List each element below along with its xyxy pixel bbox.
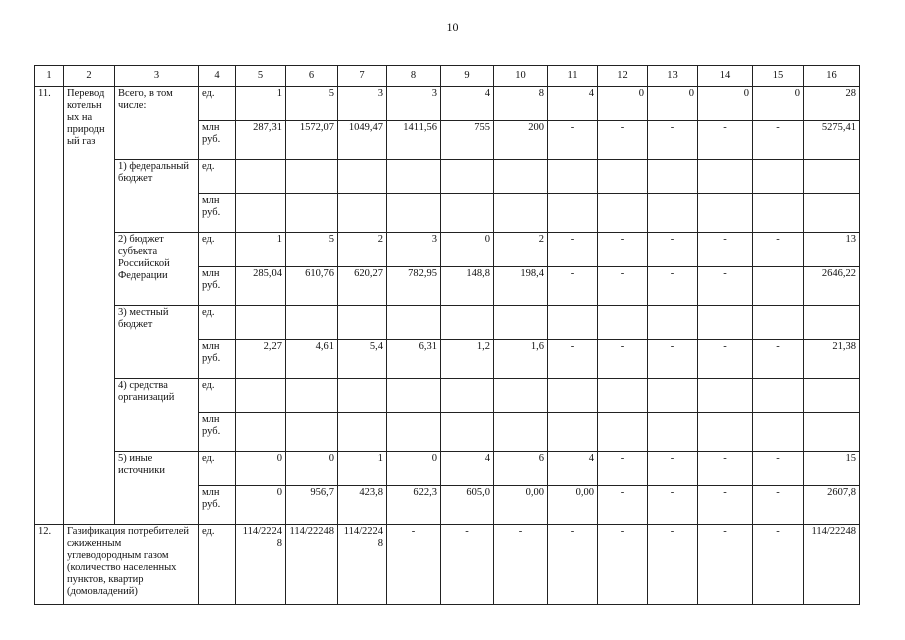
value-cell: - — [698, 267, 753, 306]
value-cell: - — [598, 525, 648, 605]
value-cell — [548, 160, 598, 194]
header-cell: 1 — [35, 66, 64, 87]
source-label: Всего, в том числе: — [115, 87, 199, 160]
value-cell: - — [441, 525, 494, 605]
value-cell: 285,04 — [236, 267, 286, 306]
value-cell — [648, 379, 698, 413]
row-number: 11. — [35, 87, 64, 525]
value-cell: 1411,56 — [387, 121, 441, 160]
value-cell: 6 — [494, 452, 548, 486]
table-row — [35, 87, 860, 121]
value-cell: 198,4 — [494, 267, 548, 306]
value-cell: - — [753, 452, 804, 486]
value-cell: 148,8 — [441, 267, 494, 306]
value-cell — [441, 379, 494, 413]
value-cell — [804, 306, 860, 340]
value-cell: 13 — [804, 233, 860, 267]
value-cell — [804, 160, 860, 194]
unit-cell: млн руб. — [199, 194, 236, 233]
value-cell — [598, 306, 648, 340]
value-cell — [286, 413, 338, 452]
unit-cell: ед. — [199, 233, 236, 267]
header-cell: 3 — [115, 66, 199, 87]
value-cell — [598, 379, 648, 413]
value-cell — [494, 160, 548, 194]
value-cell: 114/22248 — [804, 525, 860, 605]
value-cell: 1572,07 — [286, 121, 338, 160]
value-cell — [598, 194, 648, 233]
value-cell — [441, 306, 494, 340]
value-cell: - — [548, 233, 598, 267]
value-cell — [338, 194, 387, 233]
value-cell: 5275,41 — [804, 121, 860, 160]
value-cell — [753, 306, 804, 340]
value-cell — [494, 306, 548, 340]
value-cell — [753, 194, 804, 233]
value-cell: 114/22248 — [286, 525, 338, 605]
value-cell: 782,95 — [387, 267, 441, 306]
unit-cell: ед. — [199, 379, 236, 413]
value-cell: 0 — [598, 87, 648, 121]
value-cell — [648, 306, 698, 340]
header-cell: 11 — [548, 66, 598, 87]
value-cell: 4 — [548, 87, 598, 121]
value-cell: - — [698, 525, 753, 605]
value-cell: 755 — [441, 121, 494, 160]
value-cell — [286, 160, 338, 194]
unit-cell: млн руб. — [199, 413, 236, 452]
value-cell: 620,27 — [338, 267, 387, 306]
unit-cell: ед. — [199, 160, 236, 194]
value-cell: 28 — [804, 87, 860, 121]
value-cell — [441, 413, 494, 452]
value-cell: 4 — [441, 452, 494, 486]
value-cell: - — [548, 121, 598, 160]
value-cell — [698, 160, 753, 194]
table-row — [35, 160, 860, 194]
value-cell: 1 — [236, 233, 286, 267]
value-cell: - — [648, 233, 698, 267]
value-cell: - — [698, 121, 753, 160]
value-cell: 1,2 — [441, 340, 494, 379]
header-cell: 15 — [753, 66, 804, 87]
value-cell: - — [753, 486, 804, 525]
page-number: 10 — [446, 20, 459, 34]
header-cell: 2 — [64, 66, 115, 87]
value-cell: 1 — [338, 452, 387, 486]
value-cell — [648, 194, 698, 233]
source-label: 4) средства организаций — [115, 379, 199, 452]
table-row — [35, 525, 860, 605]
header-cell: 12 — [598, 66, 648, 87]
value-cell: 4 — [441, 87, 494, 121]
source-label: 5) иные источники — [115, 452, 199, 525]
value-cell: - — [753, 340, 804, 379]
value-cell: 0 — [441, 233, 494, 267]
value-cell — [753, 413, 804, 452]
value-cell: - — [598, 486, 648, 525]
value-cell: - — [648, 486, 698, 525]
header-cell: 4 — [199, 66, 236, 87]
value-cell: - — [753, 525, 804, 605]
value-cell — [698, 413, 753, 452]
value-cell: - — [648, 340, 698, 379]
value-cell: 2607,8 — [804, 486, 860, 525]
value-cell: 0 — [698, 87, 753, 121]
value-cell: - — [548, 525, 598, 605]
value-cell: 114/22248 — [236, 525, 286, 605]
value-cell: 287,31 — [236, 121, 286, 160]
value-cell — [387, 160, 441, 194]
table-row — [35, 306, 860, 340]
header-cell: 5 — [236, 66, 286, 87]
value-cell — [387, 194, 441, 233]
value-cell: - — [548, 340, 598, 379]
value-cell — [548, 194, 598, 233]
value-cell — [387, 413, 441, 452]
unit-cell: ед. — [199, 525, 236, 605]
value-cell: - — [598, 121, 648, 160]
value-cell — [338, 413, 387, 452]
value-cell: 2 — [494, 233, 548, 267]
value-cell: 2 — [338, 233, 387, 267]
value-cell: - — [648, 267, 698, 306]
value-cell: - — [598, 267, 648, 306]
value-cell: 2646,22 — [804, 267, 860, 306]
value-cell — [698, 194, 753, 233]
value-cell — [804, 413, 860, 452]
data-table — [34, 65, 860, 605]
value-cell — [698, 379, 753, 413]
value-cell: 3 — [387, 233, 441, 267]
row-title: Перевод котельн ых на природн ый газ — [64, 87, 115, 525]
source-label: 1) федеральный бюджет — [115, 160, 199, 233]
value-cell: 0,00 — [494, 486, 548, 525]
value-cell: 605,0 — [441, 486, 494, 525]
value-cell: 2,27 — [236, 340, 286, 379]
value-cell — [286, 306, 338, 340]
value-cell — [494, 194, 548, 233]
value-cell — [548, 413, 598, 452]
header-cell: 14 — [698, 66, 753, 87]
value-cell: 5 — [286, 87, 338, 121]
value-cell: 200 — [494, 121, 548, 160]
value-cell: - — [698, 452, 753, 486]
value-cell — [441, 194, 494, 233]
value-cell: 423,8 — [338, 486, 387, 525]
value-cell: 5,4 — [338, 340, 387, 379]
value-cell: - — [698, 486, 753, 525]
value-cell: - — [387, 525, 441, 605]
header-cell: 7 — [338, 66, 387, 87]
value-cell: 3 — [387, 87, 441, 121]
unit-cell: ед. — [199, 306, 236, 340]
header-cell: 10 — [494, 66, 548, 87]
value-cell — [598, 160, 648, 194]
value-cell: - — [698, 340, 753, 379]
table-row — [35, 233, 860, 267]
unit-cell: ед. — [199, 87, 236, 121]
value-cell: 4,61 — [286, 340, 338, 379]
value-cell: 6,31 — [387, 340, 441, 379]
value-cell — [338, 306, 387, 340]
value-cell — [338, 160, 387, 194]
unit-cell: млн руб. — [199, 267, 236, 306]
unit-cell: млн руб. — [199, 486, 236, 525]
table-row — [35, 379, 860, 413]
value-cell: 1049,47 — [338, 121, 387, 160]
value-cell — [387, 379, 441, 413]
value-cell — [236, 194, 286, 233]
value-cell: 114/22248 — [338, 525, 387, 605]
value-cell — [441, 160, 494, 194]
value-cell: 622,3 — [387, 486, 441, 525]
value-cell: 0 — [648, 87, 698, 121]
value-cell: 0 — [286, 452, 338, 486]
value-cell — [236, 160, 286, 194]
value-cell — [548, 306, 598, 340]
source-label: 3) местный бюджет — [115, 306, 199, 379]
value-cell: - — [598, 340, 648, 379]
value-cell: - — [598, 452, 648, 486]
value-cell — [494, 379, 548, 413]
header-cell: 8 — [387, 66, 441, 87]
value-cell: 0 — [236, 486, 286, 525]
header-cell: 9 — [441, 66, 494, 87]
value-cell — [387, 306, 441, 340]
header-cell: 13 — [648, 66, 698, 87]
unit-cell: ед. — [199, 452, 236, 486]
value-cell: 0 — [387, 452, 441, 486]
row-number: 12. — [35, 525, 64, 605]
value-cell: 1 — [236, 87, 286, 121]
value-cell — [753, 267, 804, 306]
value-cell: 15 — [804, 452, 860, 486]
header-cell: 16 — [804, 66, 860, 87]
value-cell — [338, 379, 387, 413]
value-cell: 4 — [548, 452, 598, 486]
value-cell — [494, 413, 548, 452]
row-title: Газификация потребителей сжиженным углеводородным газом (количество населенных пунктов, квартир (домовладений) — [64, 525, 199, 605]
value-cell: 5 — [286, 233, 338, 267]
value-cell — [236, 379, 286, 413]
value-cell: - — [548, 267, 598, 306]
value-cell: 610,76 — [286, 267, 338, 306]
value-cell — [698, 306, 753, 340]
header-row — [35, 66, 860, 87]
unit-cell: млн руб. — [199, 340, 236, 379]
value-cell — [236, 306, 286, 340]
value-cell — [753, 160, 804, 194]
value-cell: - — [698, 233, 753, 267]
value-cell: - — [648, 121, 698, 160]
header-cell: 6 — [286, 66, 338, 87]
value-cell: - — [753, 121, 804, 160]
value-cell: - — [648, 525, 698, 605]
value-cell: 0 — [236, 452, 286, 486]
value-cell — [804, 194, 860, 233]
table-row — [35, 452, 860, 486]
value-cell: - — [598, 233, 648, 267]
value-cell: 3 — [338, 87, 387, 121]
value-cell: - — [648, 452, 698, 486]
value-cell — [648, 160, 698, 194]
value-cell — [286, 194, 338, 233]
value-cell — [286, 379, 338, 413]
value-cell — [548, 379, 598, 413]
value-cell: 21,38 — [804, 340, 860, 379]
value-cell: - — [753, 233, 804, 267]
value-cell: - — [494, 525, 548, 605]
value-cell: 8 — [494, 87, 548, 121]
value-cell: 1,6 — [494, 340, 548, 379]
source-label: 2) бюджет субъекта Российской Федерации — [115, 233, 199, 306]
value-cell — [648, 413, 698, 452]
value-cell: 0 — [753, 87, 804, 121]
value-cell — [804, 379, 860, 413]
value-cell — [598, 413, 648, 452]
value-cell — [753, 379, 804, 413]
value-cell — [236, 413, 286, 452]
value-cell: 956,7 — [286, 486, 338, 525]
unit-cell: млн руб. — [199, 121, 236, 160]
value-cell: 0,00 — [548, 486, 598, 525]
